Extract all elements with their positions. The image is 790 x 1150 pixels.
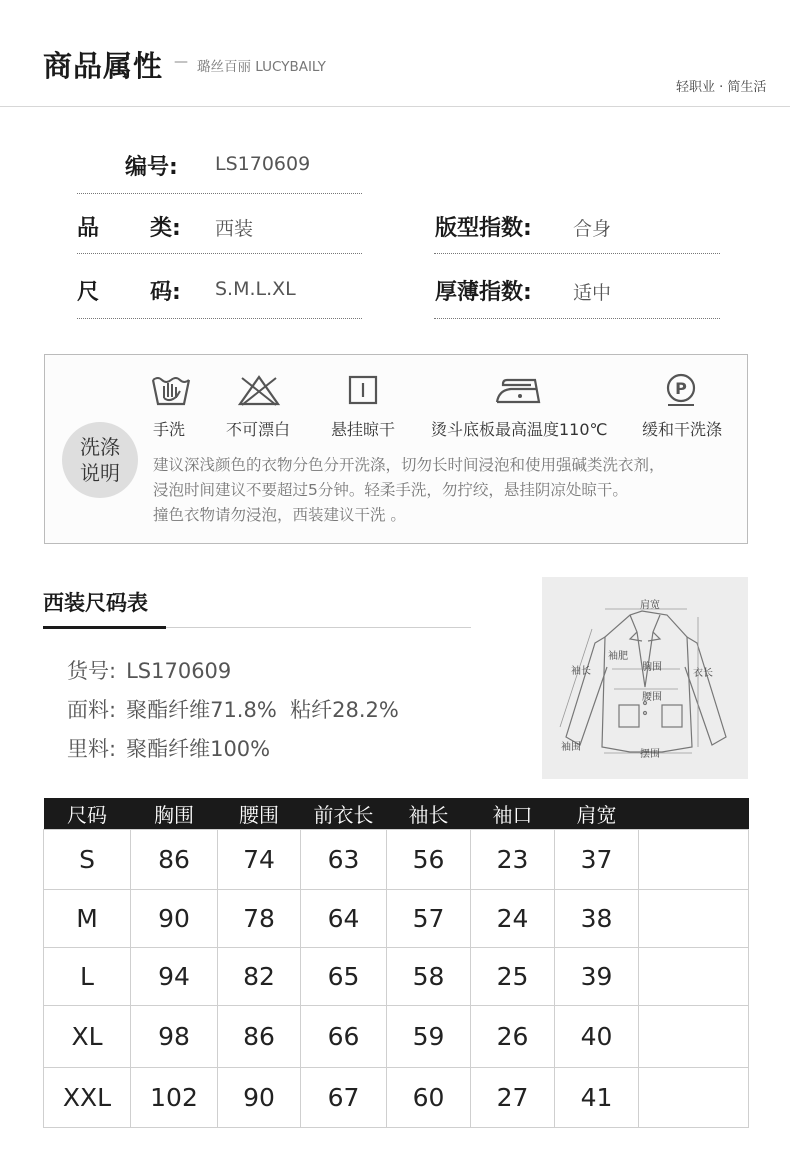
dotted-divider [77,253,362,254]
column-header-chest: 胸围 [131,798,218,829]
care-title-line1: 洗涤 [80,435,120,459]
table-cell [639,829,749,889]
table-cell: L [44,947,131,1005]
iron-icon [493,372,543,412]
table-cell: 59 [387,1005,471,1067]
table-cell [639,1005,749,1067]
table-cell: XL [44,1005,131,1067]
page-title: 商品属性 [43,49,164,83]
no-bleach-icon [236,372,282,412]
category-label-char1: 品 [77,216,100,241]
section-title-underline [43,626,166,629]
diagram-label-chest: 胸围 [642,662,662,673]
blazer-outline-illustration [542,577,748,779]
table-cell: 24 [471,889,555,947]
column-header-sleeve-length: 袖长 [387,798,471,829]
diagram-label-hem: 摆围 [640,749,660,760]
table-cell: M [44,889,131,947]
care-title-badge [62,422,138,498]
table-row [44,1005,749,1067]
table-cell: 86 [131,829,218,889]
table-cell: 57 [387,889,471,947]
care-text-line: 建议深浅颜色的衣物分色分开洗涤，切勿长时间浸泡和使用强碱类洗衣剂， [153,456,665,474]
table-cell [639,1067,749,1127]
spec-value: 聚酯纤维100% [126,737,271,761]
table-cell: 65 [301,947,387,1005]
size-value: S.M.L.XL [215,278,296,300]
table-cell [639,889,749,947]
category-value: 西装 [215,218,254,240]
column-header-cuff: 袖口 [471,798,555,829]
table-cell: 60 [387,1067,471,1127]
care-label-hand-wash: 手洗 [153,420,186,439]
diagram-label-shoulder: 肩宽 [640,600,660,611]
brand-name: 璐丝百丽 LUCYBAILY [197,59,326,75]
size-label-char1: 尺 [77,280,100,305]
table-row [44,889,749,947]
column-header-blank [639,798,749,829]
care-title-line2: 说明 [80,461,120,485]
table-cell: 39 [555,947,639,1005]
size-chart-title: 西装尺码表 [43,591,148,615]
table-cell: XXL [44,1067,131,1127]
size-table [43,798,749,1128]
code-value: LS170609 [215,153,311,175]
table-cell: 56 [387,829,471,889]
table-cell: 67 [301,1067,387,1127]
code-label: 编号: [125,155,178,180]
care-label-dry-clean: 缓和干洗涤 [642,420,723,439]
title-dash: — [174,54,188,70]
spec-value: LS170609 [126,659,232,683]
table-cell: 94 [131,947,218,1005]
brand-slogan: 轻职业 · 简生活 [676,80,767,95]
diagram-label-sleeve-length: 袖长 [571,666,591,677]
column-header-waist: 腰围 [218,798,301,829]
thickness-value: 适中 [573,282,612,304]
care-text-line: 撞色衣物请勿浸泡，西装建议干洗 。 [153,506,406,524]
category-label-char2: 类: [150,216,181,241]
measurement-diagram [542,577,748,779]
table-cell: 90 [218,1067,301,1127]
table-cell: 78 [218,889,301,947]
table-cell: 26 [471,1005,555,1067]
diagram-label-waist: 腰围 [642,692,662,703]
svg-text:P: P [675,379,687,398]
table-cell: 90 [131,889,218,947]
dotted-divider [77,318,362,319]
spec-lining [67,733,270,763]
table-header-row [44,798,749,829]
table-cell: 23 [471,829,555,889]
dry-clean-icon [663,372,699,412]
spec-item-number [67,655,231,685]
table-cell: 40 [555,1005,639,1067]
spec-value: 聚酯纤维71.8% 粘纤28.2% [126,698,399,722]
column-header-shoulder: 肩宽 [555,798,639,829]
table-cell: 37 [555,829,639,889]
column-header-front-length: 前衣长 [301,798,387,829]
table-cell: 64 [301,889,387,947]
thickness-label: 厚薄指数: [435,280,532,305]
table-cell: 38 [555,889,639,947]
care-label-no-bleach: 不可漂白 [226,420,291,439]
spec-fabric [67,694,399,724]
table-cell [639,947,749,1005]
diagram-label-sleeve-width: 袖肥 [608,651,628,662]
spec-label: 货号: [67,659,117,683]
table-cell: 82 [218,947,301,1005]
header-divider [0,106,790,107]
table-cell: 66 [301,1005,387,1067]
care-label-hang-dry: 悬挂晾干 [331,420,396,439]
table-cell: S [44,829,131,889]
fit-value: 合身 [573,218,612,240]
table-cell: 86 [218,1005,301,1067]
care-text-line: 浸泡时间建议不要超过5分钟。轻柔手洗，勿拧绞，悬挂阴凉处晾干。 [153,481,628,499]
dotted-divider [434,318,720,319]
table-cell: 27 [471,1067,555,1127]
hand-wash-icon [150,372,192,412]
diagram-label-cuff: 袖围 [561,742,581,753]
fit-label: 版型指数: [435,216,532,241]
table-row [44,1067,749,1127]
table-cell: 98 [131,1005,218,1067]
table-row [44,829,749,889]
diagram-label-length: 衣长 [693,668,713,679]
table-cell: 41 [555,1067,639,1127]
dotted-divider [434,253,720,254]
care-description [153,453,743,528]
spec-label: 面料: [67,698,117,722]
table-cell: 74 [218,829,301,889]
table-cell: 58 [387,947,471,1005]
size-label-char2: 码: [150,280,181,305]
column-header-size: 尺码 [44,798,131,829]
table-cell: 25 [471,947,555,1005]
table-cell: 63 [301,829,387,889]
table-cell: 102 [131,1067,218,1127]
care-instructions-panel [44,354,748,544]
table-row [44,947,749,1005]
spec-label: 里料: [67,737,117,761]
hang-dry-icon [345,372,381,412]
dotted-divider [77,193,362,194]
care-label-iron: 烫斗底板最高温度110℃ [431,420,608,439]
